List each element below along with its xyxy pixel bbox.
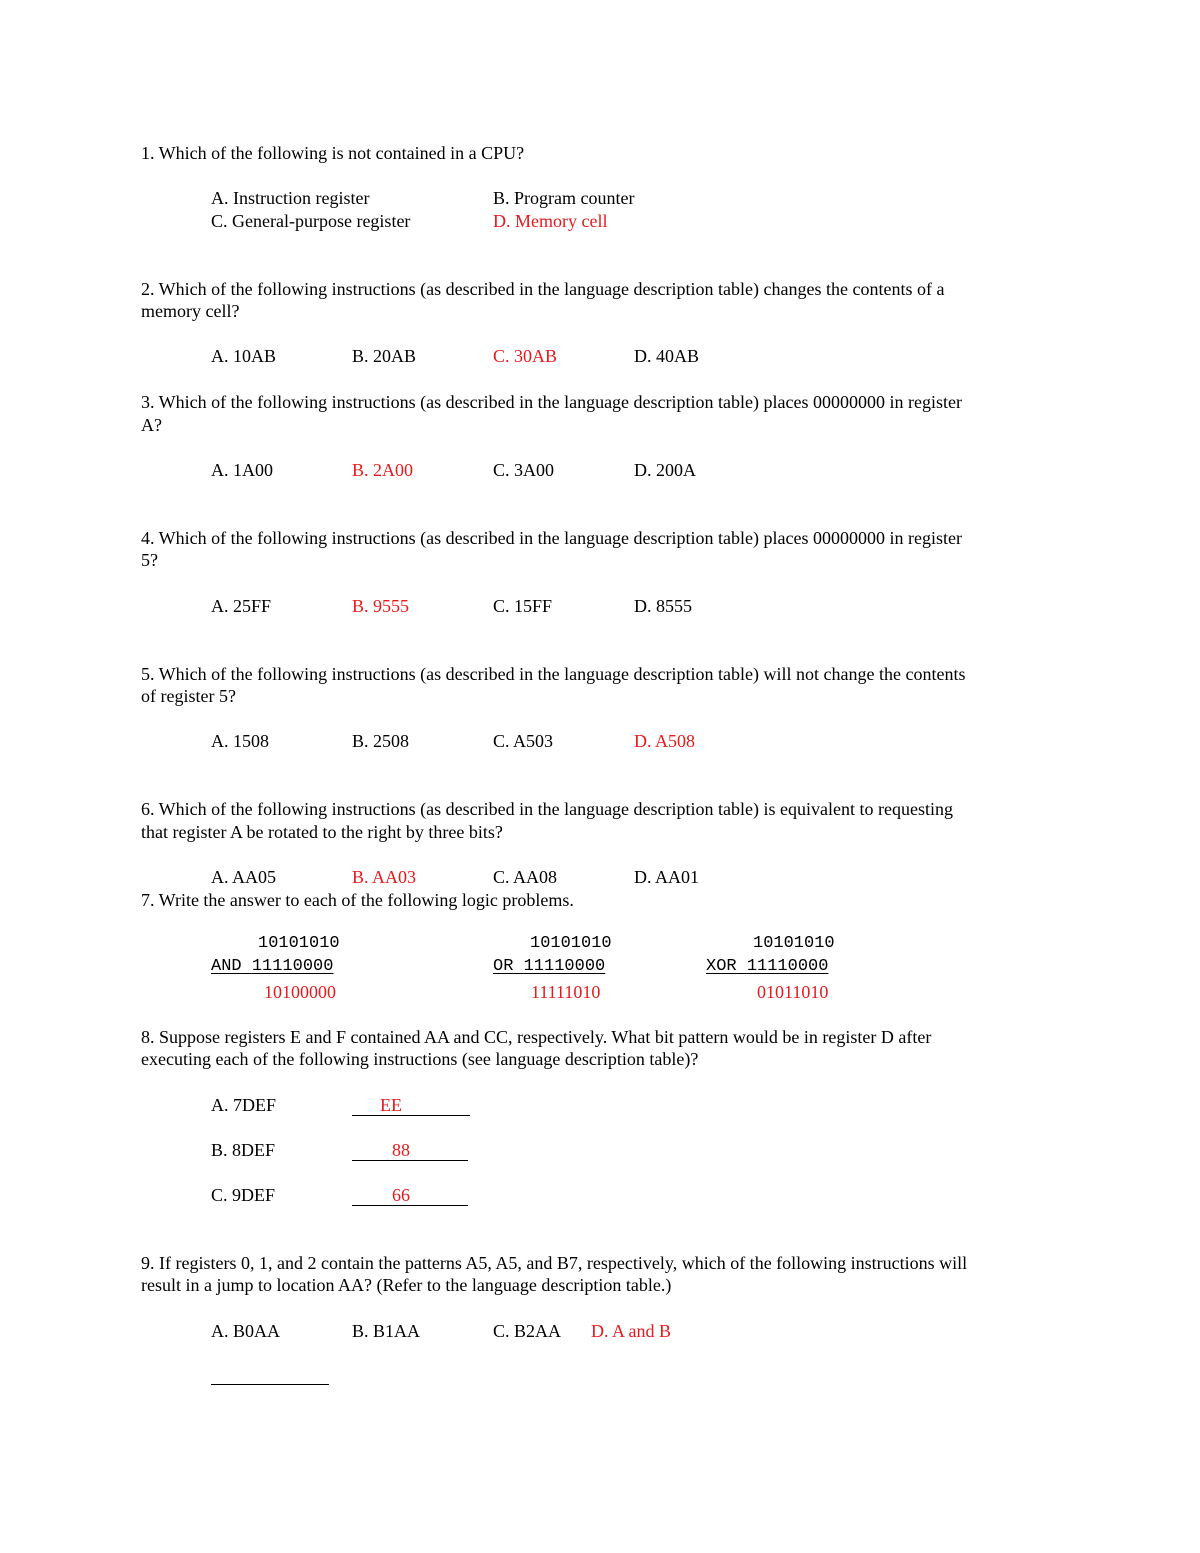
q7-xor-operand2: 11110000 [746, 957, 829, 976]
q5-option-b: B. 2508 [352, 731, 410, 751]
q6-option-d: D. AA01 [634, 867, 700, 887]
q3-question-line2: A? [141, 415, 162, 435]
q3-option-a: A. 1A00 [211, 460, 273, 480]
q7-and-operator-line [211, 956, 333, 978]
q8-item-a-label: A. 7DEF [211, 1095, 277, 1115]
q7-or-answer: 11111010 [531, 982, 601, 1002]
q2-question-line2: memory cell? [141, 301, 240, 321]
q4-option-c: C. 15FF [493, 596, 553, 616]
q6-question-line1: 6. Which of the following instructions (as described in the language description table) is equivalent to requesting [141, 799, 953, 819]
q4-option-b-answer: B. 9555 [352, 596, 410, 616]
q3-option-d: D. 200A [634, 460, 696, 480]
q8-question-line1: 8. Suppose registers E and F contained AA and CC, respectively. What bit pattern would be in register D after [141, 1027, 932, 1047]
q2-question-line1: 2. Which of the following instructions (as described in the language description table) changes the contents of a [141, 279, 945, 299]
q9-question-line1: 9. If registers 0, 1, and 2 contain the patterns A5, A5, and B7, respectively, which of the following instructions will [141, 1253, 968, 1273]
q3-option-c: C. 3A00 [493, 460, 555, 480]
q1-option-d-answer: D. Memory cell [493, 211, 608, 231]
q7-xor-operator-line [706, 956, 828, 978]
q8-item-a-blank [352, 1094, 470, 1116]
q3-question-line1: 3. Which of the following instructions (as described in the language description table) places 00000000 in register [141, 392, 962, 412]
q7-xor-operator: XOR [706, 957, 737, 976]
q8-item-b-blank [352, 1139, 468, 1161]
q8-question-line2: executing each of the following instructions (see language description table)? [141, 1049, 699, 1069]
q1-option-b: B. Program counter [493, 188, 635, 208]
q5-question-line2: of register 5? [141, 686, 236, 706]
q5-option-d-answer: D. A508 [634, 731, 696, 751]
trailing-underline [211, 1384, 329, 1385]
q4-option-a: A. 25FF [211, 596, 272, 616]
q9-option-d-answer: D. A and B [591, 1321, 672, 1341]
q9-option-c: C. B2AA [493, 1321, 562, 1341]
q6-option-c: C. AA08 [493, 867, 558, 887]
q7-or-operator-line [493, 956, 605, 978]
q9-option-b: B. B1AA [352, 1321, 421, 1341]
q7-and-answer: 10100000 [264, 982, 336, 1002]
q4-question-line1: 4. Which of the following instructions (as described in the language description table) places 00000000 in register [141, 528, 962, 548]
q2-option-d: D. 40AB [634, 346, 700, 366]
q7-question: 7. Write the answer to each of the following logic problems. [141, 890, 574, 910]
q2-option-c-answer: C. 30AB [493, 346, 558, 366]
q3-option-b-answer: B. 2A00 [352, 460, 414, 480]
q5-option-a: A. 1508 [211, 731, 269, 751]
q8-item-b-answer: 88 [392, 1140, 410, 1160]
q1-question: 1. Which of the following is not contained in a CPU? [141, 143, 525, 163]
q7-xor-operand1: 10101010 [753, 934, 835, 953]
q6-option-a: A. AA05 [211, 867, 277, 887]
q1-option-c: C. General-purpose register [211, 211, 411, 231]
q7-and-operand1: 10101010 [258, 934, 340, 953]
q8-item-b-label: B. 8DEF [211, 1140, 276, 1160]
q7-and-operator: AND [211, 957, 242, 976]
q8-item-a-answer: EE [380, 1095, 402, 1115]
q1-option-a: A. Instruction register [211, 188, 370, 208]
q4-option-d: D. 8555 [634, 596, 692, 616]
q7-xor-answer: 01011010 [757, 982, 829, 1002]
q4-question-line2: 5? [141, 550, 158, 570]
q8-item-c-label: C. 9DEF [211, 1185, 276, 1205]
q7-or-operator: OR [493, 957, 514, 976]
q2-option-a: A. 10AB [211, 346, 277, 366]
q6-question-line2: that register A be rotated to the right by three bits? [141, 822, 503, 842]
q6-option-b-answer: B. AA03 [352, 867, 417, 887]
q9-question-line2: result in a jump to location AA? (Refer to the language description table.) [141, 1275, 672, 1295]
q7-or-operand1: 10101010 [530, 934, 612, 953]
q8-item-c-blank [352, 1184, 468, 1206]
q5-option-c: C. A503 [493, 731, 554, 751]
q7-and-operand2: 11110000 [251, 957, 334, 976]
q5-question-line1: 5. Which of the following instructions (as described in the language description table) will not change the contents [141, 664, 966, 684]
q2-option-b: B. 20AB [352, 346, 417, 366]
q8-item-c-answer: 66 [392, 1185, 410, 1205]
q9-option-a: A. B0AA [211, 1321, 281, 1341]
q7-or-operand2: 11110000 [523, 957, 606, 976]
